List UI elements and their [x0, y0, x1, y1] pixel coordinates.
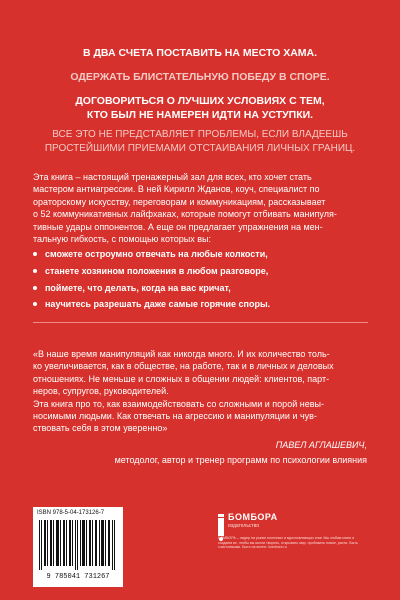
divider	[33, 322, 368, 323]
description-line: тивные удары оппонентов. А еще он предлагает упражнения на мен-	[33, 221, 323, 232]
description-line: о 52 коммуникативных лайфхаках, которые помогут отбивать манипуля-	[33, 209, 337, 220]
publisher-name: БОМБОРА	[228, 512, 278, 522]
quote-author-role: методолог, автор и тренер программ по психологии влияния	[114, 455, 367, 465]
headline-4	[0, 128, 400, 156]
description-line: Эта книга – настоящий тренажерный зал для всех, кто хочет стать	[33, 172, 312, 182]
quote-line: отношениях. Не меньше и сложных в общении людей: клиентов, парт-	[33, 373, 330, 384]
headline-3-line-a: ДОГОВОРИТЬСЯ О ЛУЧШИХ УСЛОВИЯХ С ТЕМ,	[75, 95, 325, 107]
benefit-item	[33, 248, 371, 260]
benefit-text: сможете остроумно отвечать на любые колкости,	[45, 249, 268, 259]
quote-line: носимыми людьми. Как отвечать на агрессию и манипуляции и чув-	[33, 411, 317, 422]
benefits-list	[33, 248, 371, 315]
headline-3-line-b: КТО БЫЛ НЕ НАМЕРЕН ИДТИ НА УСТУПКИ.	[86, 109, 314, 121]
bullet-dot-icon	[33, 252, 37, 256]
headline-2: ОДЕРЖАТЬ БЛИСТАТЕЛЬНУЮ ПОБЕДУ В СПОРЕ.	[70, 71, 330, 83]
quote-line: Эта книга про то, как взаимодействовать со сложными и порой невы-	[33, 398, 324, 409]
quote-line: ствовать себя в этом уверенно»	[33, 423, 168, 434]
barcode-bars-icon	[39, 520, 117, 570]
description-line: мастером антиагрессии. В ней Кирилл Жданов, коуч, специалист по	[33, 184, 320, 195]
isbn-label: ISBN 978-5-04-173126-7	[37, 510, 105, 516]
publisher-subtitle: издательство	[228, 523, 260, 529]
description-line: тальную гибкость, с помощью которых вы:	[33, 234, 212, 245]
barcode-digits: 9 785041 731267	[46, 573, 110, 581]
headline-3	[0, 94, 400, 122]
testimonial-quote	[33, 348, 371, 435]
publisher-fine-print: БОМБОРА – лидер на рынке полезных и вдохновляющих книг. Мы любим книги и создаем их, чтобы вы могли творить, открывать мир, пробовать новое, расти. Быть счастливыми. Быть на волне. bombora.ru	[218, 536, 358, 550]
benefit-text: станете хозяином положения в любом разговоре,	[45, 265, 269, 276]
barcode	[33, 507, 123, 587]
description	[33, 171, 371, 245]
headline-4-line-b: ПРОСТЕЙШИМИ ПРИЕМАМИ ОТСТАИВАНИЯ ЛИЧНЫХ ГРАНИЦ.	[44, 143, 356, 154]
headline-1: В ДВА СЧЕТА ПОСТАВИТЬ НА МЕСТО ХАМА.	[82, 47, 318, 59]
benefit-item	[33, 282, 371, 294]
benefit-item	[33, 298, 371, 310]
headline-4-line-a: ВСЕ ЭТО НЕ ПРЕДСТАВЛЯЕТ ПРОБЛЕМЫ, ЕСЛИ ВЛАДЕЕШЬ	[52, 129, 348, 140]
bullet-dot-icon	[33, 269, 37, 273]
quote-author: ПАВЕЛ АГЛАШЕВИЧ,	[275, 440, 367, 450]
benefit-text: научитесь разрешать даже самые горячие споры.	[45, 299, 271, 310]
quote-line: «В наше время манипуляций как никогда много. И их количество толь-	[33, 349, 330, 359]
benefit-text: поймете, что делать, когда на вас кричат,	[45, 282, 231, 293]
bullet-dot-icon	[33, 302, 37, 306]
quote-line: ко увеличивается, как в обществе, на работе, так и в личных и деловых	[33, 361, 334, 372]
bullet-dot-icon	[33, 286, 37, 290]
benefit-item	[33, 265, 371, 277]
description-line: ораторскому искусству, переговорам и коммуникациям, рассказывает	[33, 196, 326, 207]
quote-line: неров, супругов, руководителей.	[33, 386, 169, 397]
